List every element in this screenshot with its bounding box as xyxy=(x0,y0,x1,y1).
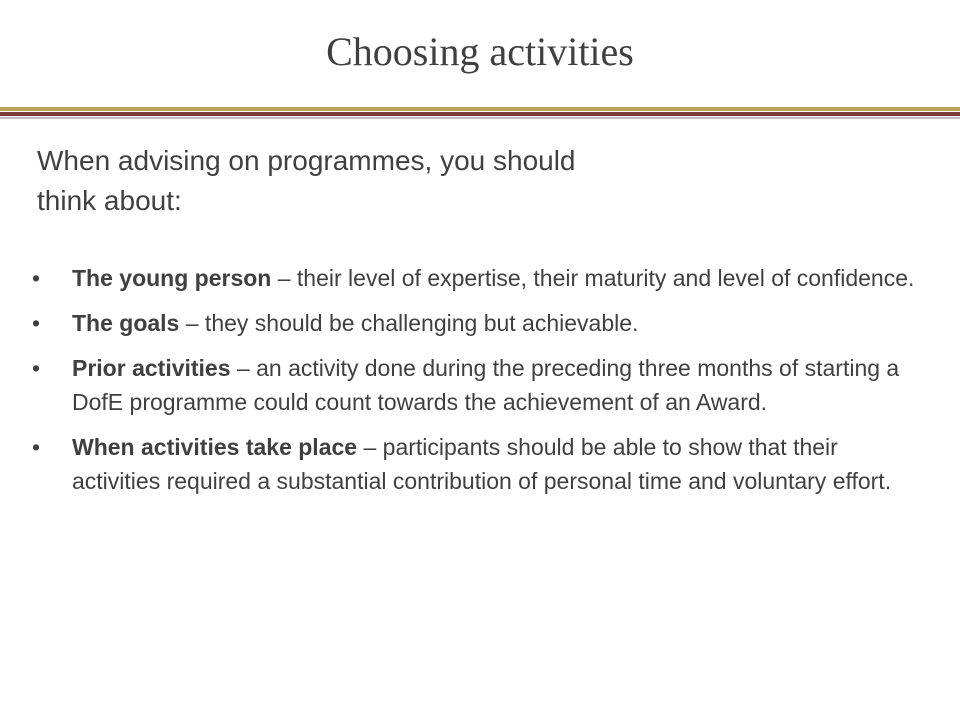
bullet-icon: • xyxy=(32,265,41,291)
bullet-icon: • xyxy=(32,434,41,460)
bullet-item-prior-activities xyxy=(30,351,930,419)
bullet-heading: Prior activities xyxy=(72,355,231,381)
bullet-heading: When activities take place xyxy=(72,434,358,460)
bullet-icon: • xyxy=(32,310,41,336)
bullet-item-when-activities xyxy=(30,430,930,498)
bullet-text: – they should be challenging but achievable. xyxy=(179,310,639,336)
intro-line-1: When advising on programmes, you should xyxy=(37,145,576,176)
bullet-item-goals xyxy=(30,306,930,340)
bullet-heading: The goals xyxy=(72,310,180,336)
intro-line-2: think about: xyxy=(37,185,182,216)
bullet-item-young-person xyxy=(30,261,930,295)
bullet-list xyxy=(30,261,930,509)
bullet-text: – an activity done during the preceding three months of starting a DofE programme could count towards the achievement of an Award. xyxy=(72,355,900,415)
divider-gold xyxy=(0,107,960,111)
bullet-text: – their level of expertise, their maturity and level of confidence. xyxy=(271,265,915,291)
divider-gray xyxy=(0,117,960,119)
intro-text xyxy=(37,141,917,221)
slide-title: Choosing activities xyxy=(326,29,634,74)
bullet-heading: The young person xyxy=(72,265,272,291)
bullet-text: – participants should be able to show that their activities required a substantial contribution of personal time and voluntary effort. xyxy=(72,434,892,494)
bullet-icon: • xyxy=(32,355,41,381)
divider-maroon xyxy=(0,112,960,116)
